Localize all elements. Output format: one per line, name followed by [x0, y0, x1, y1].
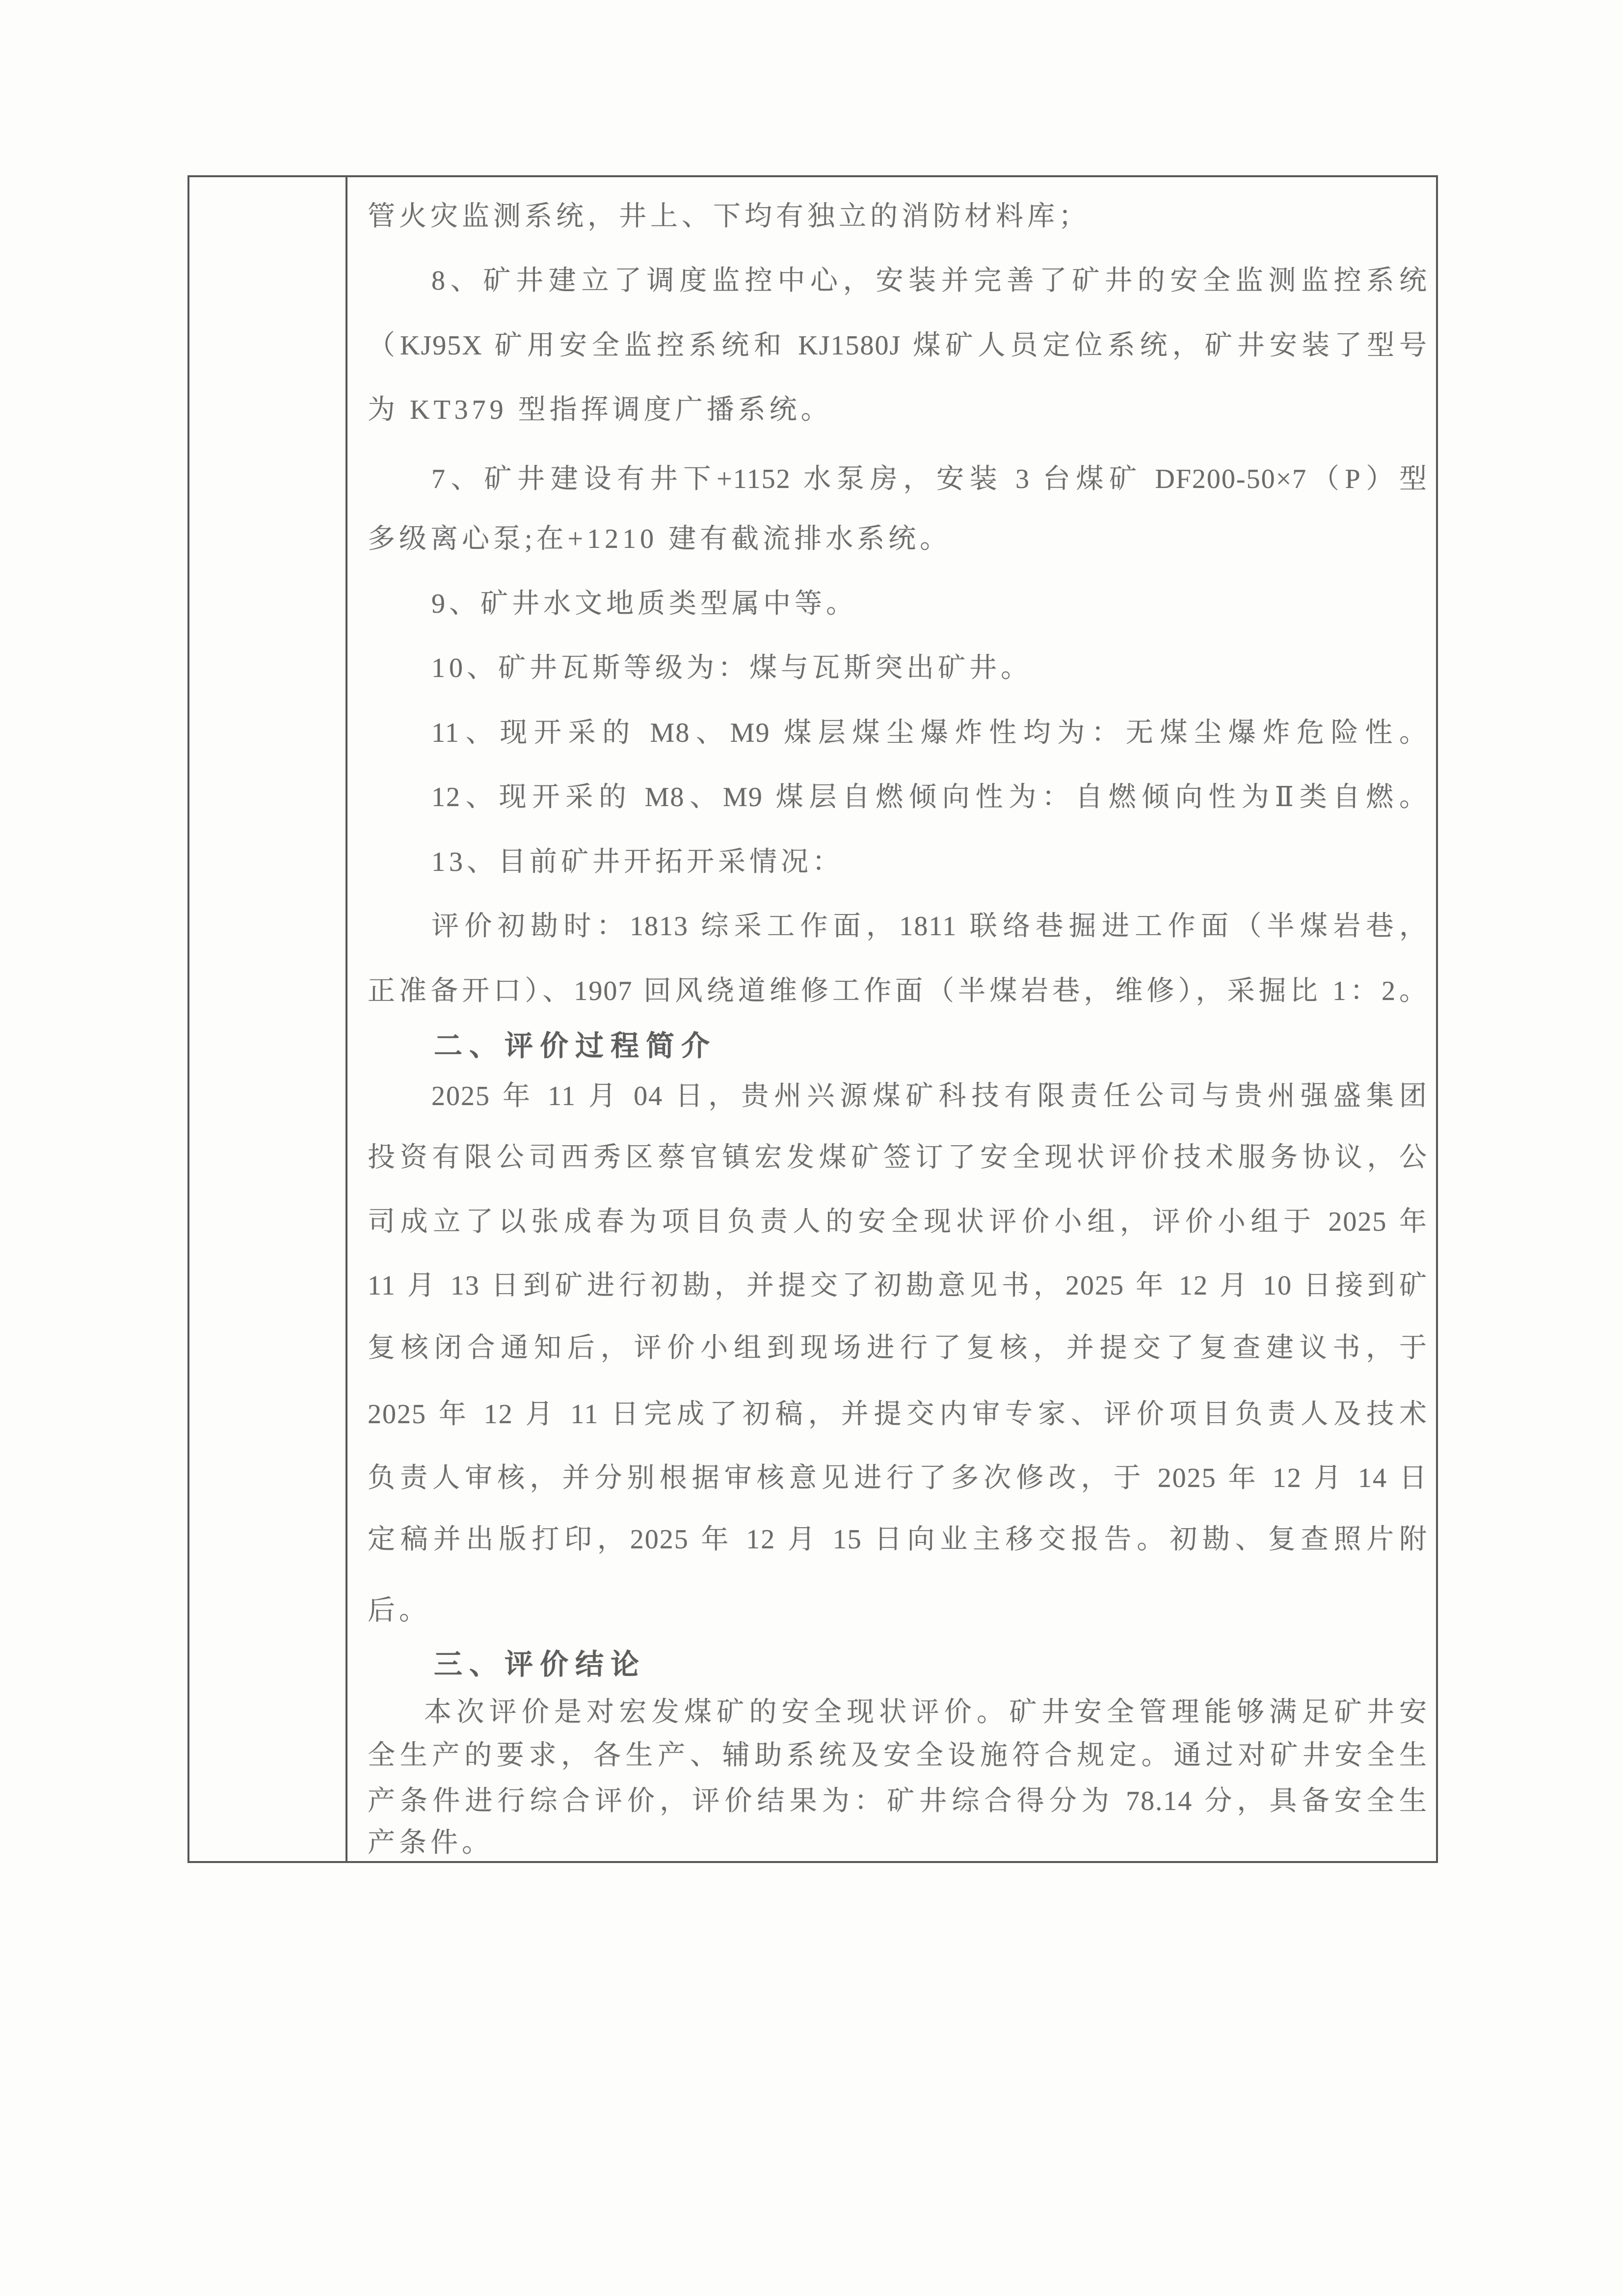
doc-line: 9、矿井水文地质类型属中等。 — [431, 589, 857, 619]
doc-line: 产条件进行综合评价，评价结果为：矿井综合得分为 78.14 分，具备安全生 — [368, 1786, 1428, 1816]
doc-line: 投资有限公司西秀区蔡官镇宏发煤矿签订了安全现状评价技术服务协议，公 — [368, 1142, 1428, 1173]
doc-line: 评价初勘时：1813 综采工作面，1811 联络巷掘进工作面（半煤岩巷， — [431, 911, 1428, 942]
section-heading-2: 二、评价过程简介 — [434, 1030, 717, 1062]
doc-line: 多级离心泵;在+1210 建有截流排水系统。 — [368, 524, 952, 554]
doc-line: 后。 — [368, 1595, 430, 1626]
doc-line: 2025 年 12 月 11 日完成了初稿，并提交内审专家、评价项目负责人及技术 — [368, 1399, 1428, 1430]
doc-line: 12、现开采的 M8、M9 煤层自燃倾向性为：自燃倾向性为Ⅱ类自燃。 — [431, 782, 1428, 812]
doc-line: （KJ95X 矿用安全监控系统和 KJ1580J 煤矿人员定位系统，矿井安装了型号 — [368, 330, 1428, 361]
doc-line: 管火灾监测系统，井上、下均有独立的消防材料库； — [368, 201, 1090, 232]
doc-line: 定稿并出版打印，2025 年 12 月 15 日向业主移交报告。初勘、复查照片附 — [368, 1524, 1428, 1555]
doc-line: 司成立了以张成春为项目负责人的安全现状评价小组，评价小组于 2025 年 — [368, 1207, 1428, 1237]
doc-line: 复核闭合通知后，评价小组到现场进行了复核，并提交了复查建议书，于 — [368, 1333, 1428, 1363]
doc-line: 产条件。 — [368, 1828, 493, 1858]
doc-line: 负责人审核，并分别根据审核意见进行了多次修改，于 2025 年 12 月 14 日 — [368, 1463, 1428, 1493]
doc-line: 13、目前矿井开拓开采情况： — [431, 847, 844, 877]
doc-line: 正准备开口）、1907 回风绕道维修工作面（半煤岩巷，维修），采掘比 1：2。 — [368, 976, 1428, 1006]
doc-line: 本次评价是对宏发煤矿的安全现状评价。矿井安全管理能够满足矿井安 — [424, 1697, 1428, 1728]
doc-line: 全生产的要求，各生产、辅助系统及安全设施符合规定。通过对矿井安全生 — [368, 1740, 1428, 1771]
doc-line: 11 月 13 日到矿进行初勘，并提交了初勘意见书，2025 年 12 月 10 日接到矿 — [368, 1270, 1428, 1301]
doc-line: 10、矿井瓦斯等级为：煤与瓦斯突出矿井。 — [431, 653, 1032, 683]
table-column-divider — [346, 177, 347, 1861]
doc-line: 8、矿井建立了调度监控中心，安装并完善了矿井的安全监测监控系统 — [431, 266, 1428, 296]
doc-line: 2025 年 11 月 04 日，贵州兴源煤矿科技有限责任公司与贵州强盛集团 — [431, 1081, 1428, 1111]
report-table — [187, 175, 1438, 1863]
section-heading-3: 三、评价结论 — [434, 1648, 646, 1680]
doc-line: 7、矿井建设有井下+1152 水泵房，安装 3 台煤矿 DF200-50×7（P）型 — [431, 464, 1428, 494]
doc-line: 为 KT379 型指挥调度广播系统。 — [368, 395, 832, 425]
doc-line: 11、现开采的 M8、M9 煤层煤尘爆炸性均为：无煤尘爆炸危险性。 — [431, 718, 1428, 748]
table-left-cell — [189, 177, 346, 1861]
